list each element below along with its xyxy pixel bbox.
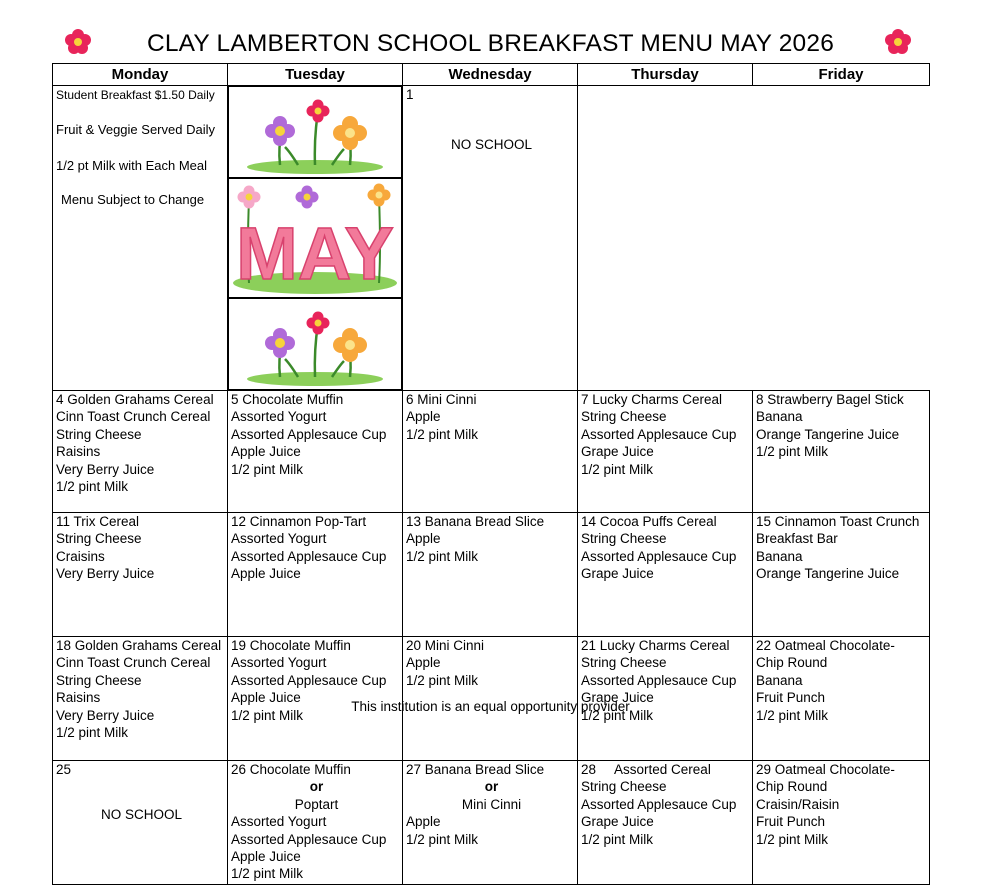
menu-line: 4 Golden Grahams Cereal — [56, 392, 214, 407]
menu-line: 7 Lucky Charms Cereal — [581, 392, 723, 407]
day-cell — [403, 513, 578, 637]
weekday-header-row — [53, 64, 930, 86]
header — [0, 28, 981, 62]
menu-line: Assorted Applesauce Cup — [581, 548, 737, 564]
day-header: Thursday — [578, 64, 753, 86]
menu-line: Craisin/Raisin — [756, 796, 840, 812]
menu-line: Orange Tangerine Juice — [756, 426, 900, 442]
page-title: CLAY LAMBERTON SCHOOL BREAKFAST MENU MAY 2026 — [146, 30, 835, 57]
menu-line: Assorted Yogurt — [231, 814, 327, 830]
menu-line: Apple Juice — [231, 444, 301, 460]
date-number: 1 — [406, 87, 414, 102]
week-row — [53, 86, 930, 391]
day-cell — [53, 513, 228, 637]
day-cell — [753, 513, 930, 637]
menu-calendar — [52, 63, 930, 885]
menu-line: Assorted Applesauce Cup — [231, 672, 387, 688]
day-cell — [403, 761, 578, 885]
menu-line: Cinn Toast Crunch Cereal — [56, 409, 211, 425]
day-cell — [403, 86, 578, 391]
menu-line: Craisins — [56, 548, 105, 564]
day-cell — [753, 761, 930, 885]
menu-line: 1/2 pint Milk — [231, 866, 304, 882]
menu-line: Grape Juice — [581, 814, 654, 830]
menu-line: 1/2 pint Milk — [581, 461, 654, 477]
menu-line: Chip Round — [756, 655, 828, 671]
or-separator: or — [309, 779, 324, 795]
menu-line: Assorted Applesauce Cup — [231, 548, 387, 564]
fruit-note: Fruit & Veggie Served Daily — [56, 122, 215, 138]
menu-line: Chip Round — [756, 779, 828, 795]
menu-line: 1/2 pint Milk — [231, 707, 304, 723]
menu-line: Grape Juice — [581, 566, 654, 582]
menu-line: Raisins — [56, 690, 101, 706]
menu-line: Banana — [756, 548, 803, 564]
menu-line: 20 Mini Cinni — [406, 638, 485, 653]
menu-line: Very Berry Juice — [56, 461, 155, 477]
may-illustration — [228, 178, 402, 298]
menu-line: Orange Tangerine Juice — [756, 566, 900, 582]
week-row — [53, 761, 930, 885]
may-word: MAY — [236, 212, 394, 295]
flower-icon — [884, 28, 912, 56]
menu-line: 28 Assorted Cereal — [581, 762, 711, 777]
day-cell — [578, 761, 753, 885]
menu-line: 19 Chocolate Muffin — [231, 638, 351, 653]
day-header: Wednesday — [403, 64, 578, 86]
menu-line: Assorted Yogurt — [231, 655, 327, 671]
menu-line: 1/2 pint Milk — [756, 831, 829, 847]
week-row — [53, 391, 930, 513]
menu-line: Banana — [756, 409, 803, 425]
menu-line: Breakfast Bar — [756, 531, 838, 547]
menu-line: 21 Lucky Charms Cereal — [581, 638, 730, 653]
menu-line: 1/2 pint Milk — [231, 461, 304, 477]
menu-line: 13 Banana Bread Slice — [406, 514, 545, 529]
footer-note: This institution is an equal opportunity provider — [351, 699, 630, 714]
week-row — [53, 513, 930, 637]
flower-illustration — [228, 86, 402, 178]
day-cell — [53, 761, 228, 885]
flowers-icon — [240, 87, 390, 177]
menu-line: 14 Cocoa Puffs Cereal — [581, 514, 717, 529]
menu-line: Assorted Applesauce Cup — [581, 426, 737, 442]
menu-line: Assorted Applesauce Cup — [231, 426, 387, 442]
menu-line: 1/2 pint Milk — [406, 672, 479, 688]
menu-line: Fruit Punch — [756, 814, 826, 830]
day-cell — [753, 391, 930, 513]
flower-illustration — [228, 298, 402, 390]
day-cell — [228, 513, 403, 637]
menu-line: Apple — [406, 814, 441, 830]
menu-line: 11 Trix Cereal — [56, 514, 140, 529]
menu-line: Apple — [406, 531, 441, 547]
menu-line: 26 Chocolate Muffin — [231, 762, 351, 777]
menu-line: Apple Juice — [231, 849, 301, 865]
menu-line: Apple — [406, 655, 441, 671]
menu-line: Banana — [756, 672, 803, 688]
day-header: Monday — [53, 64, 228, 86]
menu-line: String Cheese — [581, 779, 667, 795]
menu-line: Assorted Applesauce Cup — [581, 796, 737, 812]
menu-line: Grape Juice — [581, 690, 654, 706]
menu-line: Grape Juice — [581, 444, 654, 460]
milk-note: 1/2 pt Milk with Each Meal — [56, 157, 208, 173]
menu-line: String Cheese — [581, 531, 667, 547]
day-cell — [228, 761, 403, 885]
menu-line: Apple Juice — [231, 566, 301, 582]
menu-line: 1/2 pint Milk — [56, 479, 129, 495]
menu-line: 6 Mini Cinni — [406, 392, 477, 407]
menu-line: String Cheese — [581, 409, 667, 425]
or-separator: or — [484, 779, 499, 795]
menu-line: Assorted Applesauce Cup — [581, 672, 737, 688]
menu-line: 15 Cinnamon Toast Crunch — [756, 514, 920, 529]
menu-line: String Cheese — [56, 531, 142, 547]
menu-line: Assorted Yogurt — [231, 409, 327, 425]
day-cell — [403, 391, 578, 513]
day-cell — [578, 513, 753, 637]
menu-line: 29 Oatmeal Chocolate- — [756, 762, 895, 777]
menu-line: 1/2 pint Milk — [406, 426, 479, 442]
menu-line: 22 Oatmeal Chocolate- — [756, 638, 895, 653]
menu-line: Apple — [406, 409, 441, 425]
menu-line: 12 Cinnamon Pop-Tart — [231, 514, 367, 529]
day-cell — [578, 391, 753, 513]
menu-line: String Cheese — [581, 655, 667, 671]
menu-line: Apple Juice — [231, 690, 301, 706]
date-number: 25 — [56, 762, 72, 777]
menu-line: 1/2 pint Milk — [756, 444, 829, 460]
menu-line: 1/2 pint Milk — [581, 831, 654, 847]
menu-line: Cinn Toast Crunch Cereal — [56, 655, 211, 671]
menu-line: 27 Banana Bread Slice — [406, 762, 545, 777]
no-school-label: NO SCHOOL — [100, 807, 182, 823]
menu-line: 8 Strawberry Bagel Stick — [756, 392, 904, 407]
menu-line: Poptart — [294, 796, 339, 812]
menu-line: Assorted Applesauce Cup — [231, 831, 387, 847]
menu-line: Assorted Yogurt — [231, 531, 327, 547]
menu-line: Fruit Punch — [756, 690, 826, 706]
menu-line: 5 Chocolate Muffin — [231, 392, 344, 407]
flowers-icon — [240, 299, 390, 389]
menu-line: 1/2 pint Milk — [406, 831, 479, 847]
menu-line: Mini Cinni — [461, 796, 522, 812]
day-cell — [228, 391, 403, 513]
menu-line: 1/2 pint Milk — [56, 725, 129, 741]
day-header: Friday — [753, 64, 930, 86]
no-school-label: NO SCHOOL — [450, 137, 532, 153]
change-note: Menu Subject to Change — [61, 192, 205, 208]
menu-line: Raisins — [56, 444, 101, 460]
menu-line: String Cheese — [56, 426, 142, 442]
info-cell — [53, 86, 228, 391]
menu-line: 1/2 pint Milk — [756, 707, 829, 723]
day-cell — [53, 391, 228, 513]
menu-line: 1/2 pint Milk — [581, 707, 654, 723]
menu-line: Very Berry Juice — [56, 566, 155, 582]
price-note: Student Breakfast $1.50 Daily — [56, 88, 215, 102]
menu-line: String Cheese — [56, 672, 142, 688]
menu-line: Very Berry Juice — [56, 707, 155, 723]
menu-line: 18 Golden Grahams Cereal — [56, 638, 222, 653]
day-header: Tuesday — [228, 64, 403, 86]
menu-line: 1/2 pint Milk — [406, 548, 479, 564]
